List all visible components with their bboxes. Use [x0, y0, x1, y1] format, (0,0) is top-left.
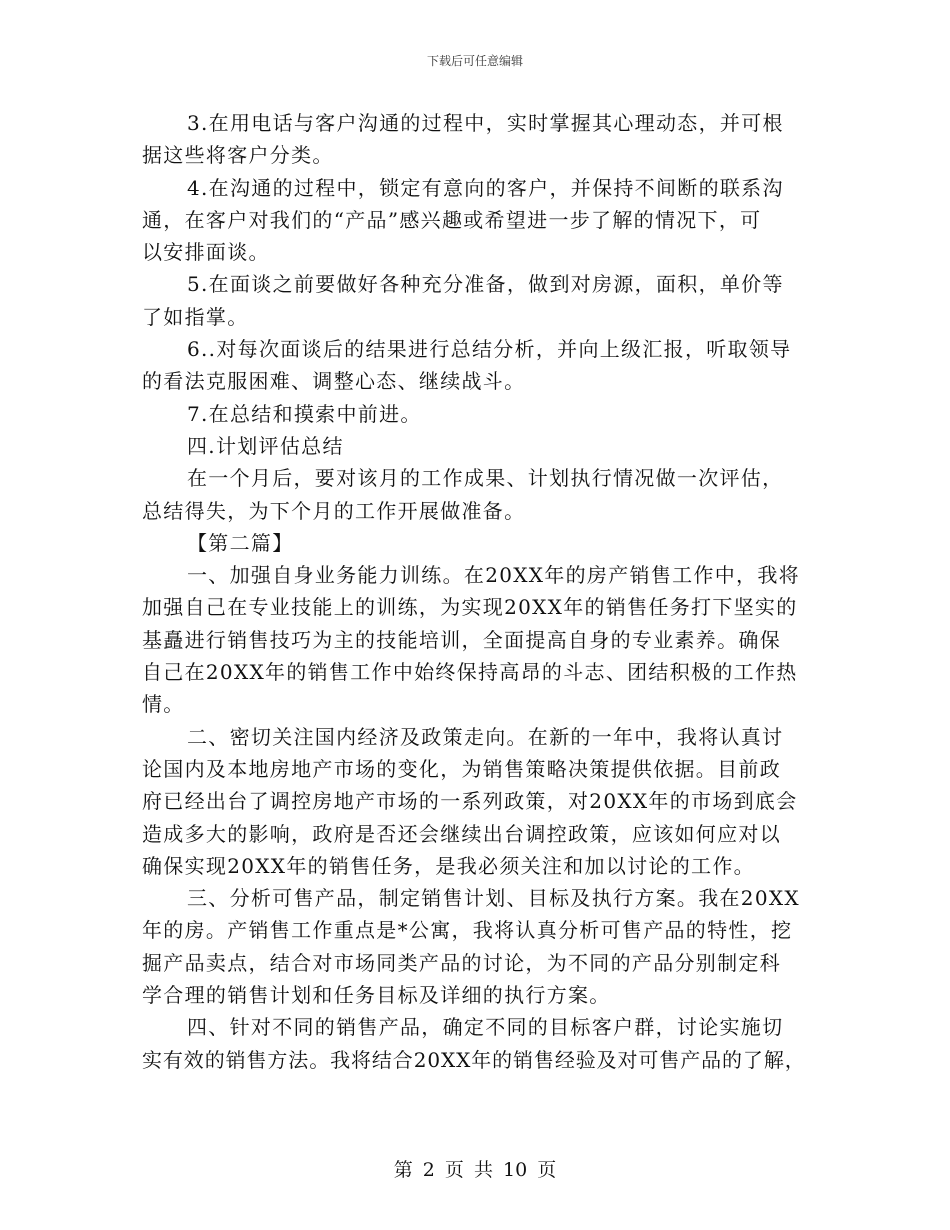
text-line: 7.在总结和摸索中前进。 [187, 401, 422, 426]
text-line: 三、分析可售产品，制定销售计划、目标及执行方案。我在20XX [187, 886, 800, 911]
text-line: 6..对每次面谈后的结果进行总结分析，并向上级汇报，听取领导 [187, 337, 792, 362]
text-line: 5.在面谈之前要做好各种充分准备，做到对房源，面积，单价等 [187, 272, 784, 297]
text-line: 据这些将客户分类。 [142, 143, 334, 168]
text-line: 在一个月后，要对该月的工作成果、计划执行情况做一次评估， [187, 466, 784, 491]
page-header: 下载后可任意编辑 [426, 54, 523, 68]
document-body [142, 107, 810, 1076]
text-line: 的看法克服困难、调整心态、继续战斗。 [142, 369, 526, 394]
page-footer: 第 2 页 共 10 页 [393, 1159, 557, 1181]
text-line: 府已经出台了调控房地产市场的一系列政策，对20XX年的市场到底会 [142, 789, 798, 814]
text-line: 造成多大的影响，政府是否还会继续出台调控政策，应该如何应对以 [142, 821, 781, 846]
text-line: 通，在客户对我们的“产品”感兴趣或希望进一步了解的情况下，可 [142, 207, 762, 232]
text-line: 了如指掌。 [142, 304, 249, 329]
text-line: 4.在沟通的过程中，锁定有意向的客户，并保持不间断的联系沟 [187, 175, 784, 200]
text-line: 学合理的销售计划和任务目标及详细的执行方案。 [142, 983, 611, 1008]
text-line: 情。 [142, 692, 185, 717]
text-line: 四、针对不同的销售产品，确定不同的目标客户群，讨论实施切 [187, 1015, 784, 1040]
text-line: 实有效的销售方法。我将结合20XX年的销售经验及对可售产品的了解， [142, 1047, 806, 1072]
text-line: 二、密切关注国内经济及政策走向。在新的一年中，我将认真讨 [187, 724, 784, 749]
text-line: 以安排面谈。 [142, 240, 270, 265]
text-line: 【第二篇】 [187, 530, 294, 555]
text-line: 一、加强自身业务能力训练。在20XX年的房产销售工作中，我将 [187, 563, 800, 588]
text-line: 总结得失，为下个月的工作开展做准备。 [142, 498, 526, 523]
text-line: 年的房。产销售工作重点是*公寓，我将认真分析可售产品的特性，挖 [142, 918, 793, 943]
text-line: 基矗进行销售技巧为主的技能培训，全面提高自身的专业素养。确保 [142, 627, 781, 652]
text-line: 掘产品卖点，结合对市场同类产品的讨论，为不同的产品分别制定科 [142, 950, 781, 975]
text-line: 论国内及本地房地产市场的变化，为销售策略决策提供依据。目前政 [142, 756, 781, 781]
text-line: 自己在20XX年的销售工作中始终保持高昂的斗志、团结积极的工作热 [142, 660, 798, 685]
text-line: 3.在用电话与客户沟通的过程中，实时掌握其心理动态，并可根 [187, 111, 784, 135]
text-line: 加强自己在专业技能上的训练，为实现20XX年的销售任务打下坚实的 [142, 595, 798, 620]
text-line: 确保实现20XX年的销售任务，是我必须关注和加以讨论的工作。 [142, 853, 755, 878]
text-line: 四.计划评估总结 [187, 433, 344, 458]
